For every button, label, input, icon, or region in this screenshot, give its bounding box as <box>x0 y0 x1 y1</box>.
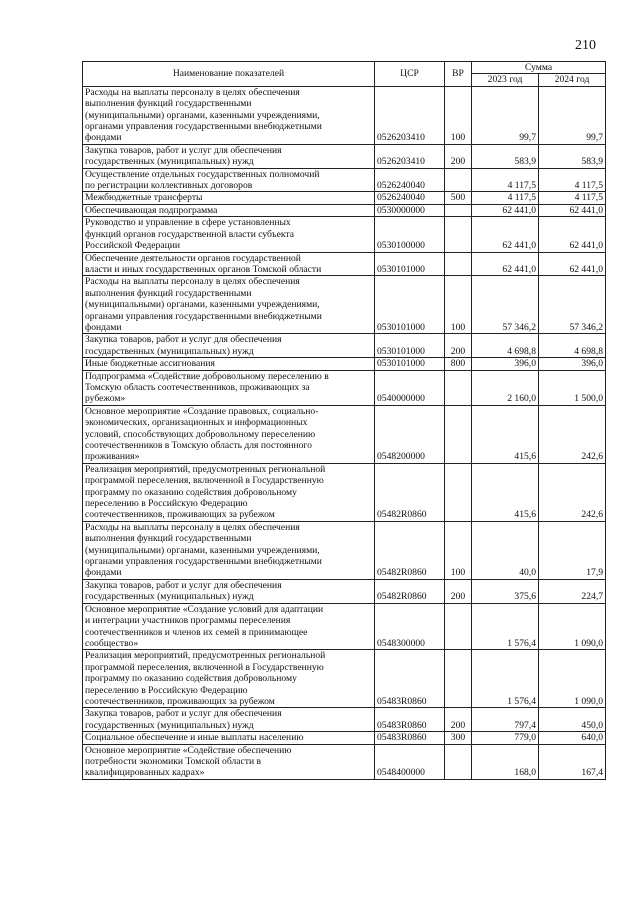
header-2023: 2023 год <box>472 74 539 86</box>
cell-vr: 100 <box>445 86 472 144</box>
cell-2023: 779,0 <box>472 732 539 744</box>
cell-vr <box>445 405 472 463</box>
cell-vr: 200 <box>445 334 472 358</box>
cell-vr: 300 <box>445 732 472 744</box>
cell-2023: 797,4 <box>472 708 539 732</box>
table-row <box>83 252 606 276</box>
cell-2023: 40,0 <box>472 521 539 579</box>
header-vr: ВР <box>445 62 472 87</box>
table-row <box>83 192 606 204</box>
table-body <box>83 86 606 779</box>
cell-2024: 4 117,5 <box>539 168 606 192</box>
cell-name: Основное мероприятие «Содействие обеспечению потребности экономики Томской области в квалифицированных кадрах» <box>83 744 375 779</box>
cell-2023: 415,6 <box>472 463 539 521</box>
table-row <box>83 603 606 650</box>
cell-2023: 415,6 <box>472 405 539 463</box>
table-row <box>83 276 606 334</box>
cell-csr: 0530101000 <box>375 358 445 370</box>
cell-vr <box>445 463 472 521</box>
table-row <box>83 334 606 358</box>
cell-vr <box>445 650 472 708</box>
cell-name: Основное мероприятие «Создание условий для адаптации и интеграции участников программы переселения соотечественников и членов их семей в принимающее сообщество» <box>83 603 375 650</box>
cell-csr: 0548300000 <box>375 603 445 650</box>
cell-csr: 05483R0860 <box>375 708 445 732</box>
cell-vr: 100 <box>445 276 472 334</box>
table-row <box>83 370 606 405</box>
cell-2024: 4 698,8 <box>539 334 606 358</box>
header-name: Наименование показателей <box>83 62 375 87</box>
cell-2023: 2 160,0 <box>472 370 539 405</box>
cell-csr: 0548400000 <box>375 744 445 779</box>
cell-2024: 4 117,5 <box>539 192 606 204</box>
cell-2024: 224,7 <box>539 579 606 603</box>
cell-name: Подпрограмма «Содействие добровольному переселению в Томскую область соотечественников, проживающих за рубежом» <box>83 370 375 405</box>
cell-2024: 62 441,0 <box>539 252 606 276</box>
table-row <box>83 579 606 603</box>
cell-csr: 0526203410 <box>375 144 445 168</box>
cell-2023: 4 117,5 <box>472 168 539 192</box>
table-row <box>83 358 606 370</box>
cell-vr <box>445 168 472 192</box>
cell-2024: 1 090,0 <box>539 650 606 708</box>
cell-vr: 200 <box>445 144 472 168</box>
page-number: 210 <box>575 38 596 53</box>
cell-2023: 4 698,8 <box>472 334 539 358</box>
cell-2024: 167,4 <box>539 744 606 779</box>
cell-name: Руководство и управление в сфере установленных функций органов государственной власти субъекта Российской Федерации <box>83 217 375 252</box>
table-row <box>83 144 606 168</box>
cell-csr: 0530000000 <box>375 204 445 216</box>
cell-name: Расходы на выплаты персоналу в целях обеспечения выполнения функций государственными (муниципальными) органами, казенными учреждениями, органами управления государственными внебюджетными фондами <box>83 521 375 579</box>
cell-name: Обеспечивающая подпрограмма <box>83 204 375 216</box>
cell-vr <box>445 204 472 216</box>
cell-2023: 1 576,4 <box>472 603 539 650</box>
cell-vr <box>445 370 472 405</box>
cell-name: Обеспечение деятельности органов государственной власти и иных государственных органов Томской области <box>83 252 375 276</box>
table-row <box>83 521 606 579</box>
header-csr: ЦСР <box>375 62 445 87</box>
cell-vr <box>445 217 472 252</box>
cell-name: Расходы на выплаты персоналу в целях обеспечения выполнения функций государственными (муниципальными) органами, казенными учреждениями, органами управления государственными внебюджетными фондами <box>83 276 375 334</box>
cell-vr: 200 <box>445 708 472 732</box>
table-row <box>83 708 606 732</box>
cell-name: Реализация мероприятий, предусмотренных региональной программой переселения, включенной в Государственную программу по оказанию содействия добровольному переселению в Российскую Федерацию соотечественников, проживающих за рубежом <box>83 463 375 521</box>
cell-2024: 99,7 <box>539 86 606 144</box>
table-row <box>83 204 606 216</box>
cell-csr: 0530101000 <box>375 334 445 358</box>
cell-2023: 168,0 <box>472 744 539 779</box>
cell-2023: 62 441,0 <box>472 252 539 276</box>
cell-csr: 05482R0860 <box>375 521 445 579</box>
cell-name: Иные бюджетные ассигнования <box>83 358 375 370</box>
table-header <box>83 62 606 87</box>
cell-name: Расходы на выплаты персоналу в целях обеспечения выполнения функций государственными (муниципальными) органами, казенными учреждениями, органами управления государственными внебюджетными фондами <box>83 86 375 144</box>
cell-2023: 99,7 <box>472 86 539 144</box>
cell-csr: 0540000000 <box>375 370 445 405</box>
cell-csr: 0526240040 <box>375 168 445 192</box>
cell-2024: 450,0 <box>539 708 606 732</box>
table-row <box>83 732 606 744</box>
cell-name: Социальное обеспечение и иные выплаты населению <box>83 732 375 744</box>
cell-2024: 640,0 <box>539 732 606 744</box>
cell-vr: 800 <box>445 358 472 370</box>
cell-2023: 1 576,4 <box>472 650 539 708</box>
cell-2024: 57 346,2 <box>539 276 606 334</box>
cell-csr: 0526203410 <box>375 86 445 144</box>
cell-csr: 05483R0860 <box>375 732 445 744</box>
cell-2024: 62 441,0 <box>539 217 606 252</box>
cell-2023: 62 441,0 <box>472 204 539 216</box>
cell-name: Закупка товаров, работ и услуг для обеспечения государственных (муниципальных) нужд <box>83 144 375 168</box>
cell-csr: 0526240040 <box>375 192 445 204</box>
table-row <box>83 86 606 144</box>
cell-csr: 05482R0860 <box>375 463 445 521</box>
cell-csr: 0548200000 <box>375 405 445 463</box>
table-row <box>83 744 606 779</box>
cell-name: Закупка товаров, работ и услуг для обеспечения государственных (муниципальных) нужд <box>83 579 375 603</box>
table-row <box>83 405 606 463</box>
budget-table <box>82 61 606 780</box>
cell-2023: 396,0 <box>472 358 539 370</box>
cell-2024: 1 090,0 <box>539 603 606 650</box>
cell-vr: 500 <box>445 192 472 204</box>
cell-csr: 05482R0860 <box>375 579 445 603</box>
cell-vr: 100 <box>445 521 472 579</box>
cell-name: Закупка товаров, работ и услуг для обеспечения государственных (муниципальных) нужд <box>83 334 375 358</box>
cell-2023: 62 441,0 <box>472 217 539 252</box>
cell-csr: 0530101000 <box>375 252 445 276</box>
cell-2024: 242,6 <box>539 405 606 463</box>
header-2024: 2024 год <box>539 74 606 86</box>
table-row <box>83 217 606 252</box>
cell-name: Реализация мероприятий, предусмотренных региональной программой переселения, включенной в Государственную программу по оказанию содействия добровольному переселению в Российскую Федерацию соотечественников, проживающих за рубежом <box>83 650 375 708</box>
cell-vr <box>445 744 472 779</box>
cell-2023: 583,9 <box>472 144 539 168</box>
cell-name: Межбюджетные трансферты <box>83 192 375 204</box>
cell-2023: 57 346,2 <box>472 276 539 334</box>
table-row <box>83 650 606 708</box>
cell-csr: 05483R0860 <box>375 650 445 708</box>
cell-2024: 242,6 <box>539 463 606 521</box>
cell-2024: 396,0 <box>539 358 606 370</box>
cell-csr: 0530101000 <box>375 276 445 334</box>
table-row <box>83 168 606 192</box>
cell-2024: 1 500,0 <box>539 370 606 405</box>
cell-name: Основное мероприятие «Создание правовых, социально- экономических, организационных и информационных условий, способствующих добровольному переселению соотечественников в Томскую область для постоянного проживания» <box>83 405 375 463</box>
cell-vr: 200 <box>445 579 472 603</box>
header-sum: Сумма <box>472 62 606 74</box>
cell-csr: 0530100000 <box>375 217 445 252</box>
cell-2024: 62 441,0 <box>539 204 606 216</box>
cell-name: Осуществление отдельных государственных полномочий по регистрации коллективных договоров <box>83 168 375 192</box>
cell-2024: 17,9 <box>539 521 606 579</box>
cell-vr <box>445 252 472 276</box>
cell-2023: 375,6 <box>472 579 539 603</box>
cell-name: Закупка товаров, работ и услуг для обеспечения государственных (муниципальных) нужд <box>83 708 375 732</box>
cell-2023: 4 117,5 <box>472 192 539 204</box>
table-row <box>83 463 606 521</box>
cell-2024: 583,9 <box>539 144 606 168</box>
cell-vr <box>445 603 472 650</box>
